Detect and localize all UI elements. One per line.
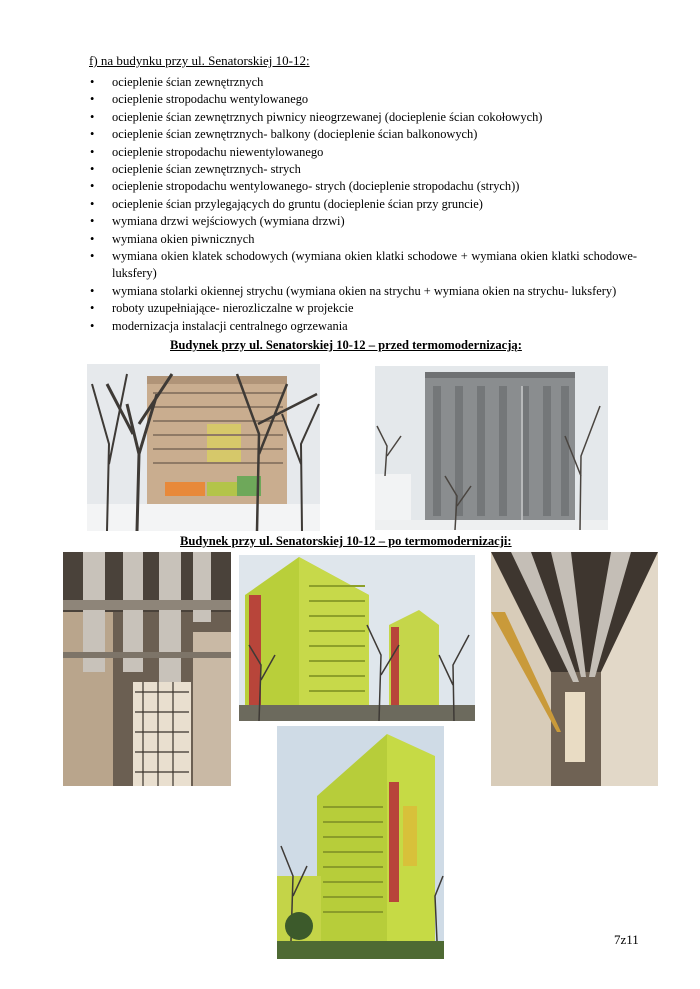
list-item (89, 213, 637, 230)
list-item-text: modernizacja instalacji centralnego ogrzewania (112, 318, 348, 333)
list-item (89, 318, 637, 335)
section-heading: f) na budynku przy ul. Senatorskiej 10-12: (89, 53, 310, 68)
list-item-text: wymiana stolarki okiennej strychu (wymiana okien na strychu + wymiana okien na strychu- luksfery) (112, 283, 617, 298)
list-item-text: ocieplenie ścian zewnętrznych- strych (112, 162, 301, 177)
photo-before-winter-building-trees (87, 364, 320, 531)
bullet-icon: • (90, 249, 95, 264)
list-item (89, 126, 637, 143)
bullet-icon: • (90, 196, 95, 211)
measures-list (89, 74, 637, 335)
photo-after-green-tower-closeup (277, 726, 444, 959)
photo-after-green-blocks (239, 555, 475, 721)
list-item (89, 283, 637, 300)
list-item-text: ocieplenie ścian zewnętrznych (112, 75, 264, 89)
bullet-icon: • (90, 162, 95, 177)
list-item-text: ocieplenie stropodachu niewentylowanego (112, 144, 324, 159)
list-item-text: wymiana drzwi wejściowych (wymiana drzwi) (112, 214, 345, 229)
bullet-icon: • (90, 179, 95, 194)
list-item-text: wymiana okien piwnicznych (112, 231, 255, 246)
list-item (89, 248, 637, 283)
list-item-text: ocieplenie ścian zewnętrznych piwnicy nieogrzewanej (docieplenie ścian cokołowych) (112, 109, 543, 124)
list-item-text: ocieplenie stropodachu wentylowanego (112, 92, 309, 107)
list-item (89, 109, 637, 126)
bullet-icon: • (90, 144, 95, 159)
photo-before-grey-tower-block (375, 366, 608, 530)
list-item-text: ocieplenie stropodachu wentylowanego- strych (docieplenie stropodachu (strych)) (112, 179, 520, 194)
photo-after-basement-pipes-left (63, 552, 231, 786)
list-item-text: roboty uzupełniające- nierozliczalne w projekcie (112, 301, 354, 316)
list-item (89, 161, 637, 178)
caption-before: Budynek przy ul. Senatorskiej 10-12 – przed termomodernizacją: (170, 338, 522, 352)
caption-after: Budynek przy ul. Senatorskiej 10-12 – po termomodernizacji: (180, 534, 512, 548)
bullet-icon: • (90, 92, 95, 107)
photo-after-basement-corridor-right (491, 552, 658, 786)
list-item-text: ocieplenie ścian zewnętrznych- balkony (docieplenie ścian balkonowych) (112, 127, 478, 142)
bullet-icon: • (90, 109, 95, 124)
list-item (89, 178, 637, 195)
bullet-icon: • (90, 231, 95, 246)
page-number: 7z11 (614, 932, 639, 947)
list-item (89, 91, 637, 108)
list-item (89, 144, 637, 161)
list-item-text: wymiana okien klatek schodowych (wymiana okien klatki schodowe + wymiana okien klatki schodowe- luksfery) (112, 249, 637, 281)
list-item (89, 231, 637, 248)
bullet-icon: • (90, 75, 95, 89)
list-item (89, 74, 637, 91)
list-item (89, 196, 637, 213)
bullet-icon: • (90, 301, 95, 316)
list-item-text: ocieplenie ścian przylegających do gruntu (docieplenie ścian przy gruncie) (112, 196, 483, 211)
bullet-icon: • (90, 318, 95, 333)
bullet-icon: • (90, 214, 95, 229)
bullet-icon: • (90, 283, 95, 298)
list-item (89, 300, 637, 317)
bullet-icon: • (90, 127, 95, 142)
